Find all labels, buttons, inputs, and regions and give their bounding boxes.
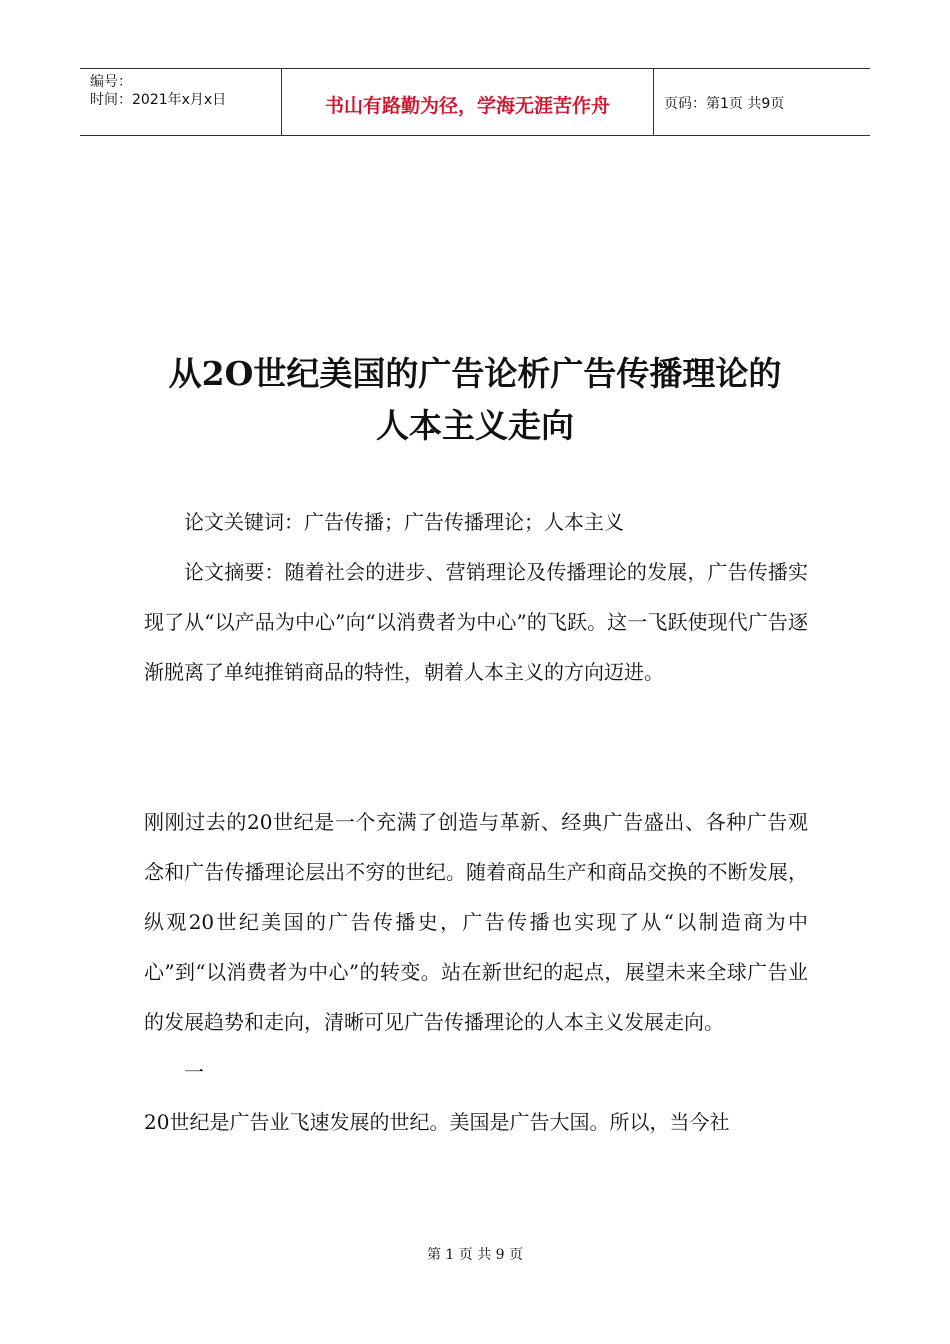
- document-time-label: 时间：2021年x月x日: [90, 92, 227, 108]
- body-paragraph-1: 刚刚过去的20世纪是一个充满了创造与革新、经典广告盛出、各种广告观念和广告传播理论层出不穷的世纪。随着商品生产和商品交换的不断发展，纵观20世纪美国的广告传播史，广告传播也实现了从“以制造商为中心”到“以消费者为中心”的转变。站在新世纪的起点，展望未来全球广告业的发展趋势和走向，清晰可见广告传播理论的人本主义发展走向。: [144, 810, 808, 1034]
- header-meta-cell: [80, 69, 282, 135]
- header-page-cell: [654, 69, 870, 135]
- header-page-info: 页码：第1页 共9页: [664, 96, 785, 112]
- document-title: [80, 348, 870, 452]
- header-motto: 书山有路勤为径，学海无涯苦作舟: [324, 94, 610, 117]
- footer-page-number: 第 1 页 共 9 页: [426, 1247, 524, 1263]
- header-motto-cell: [282, 69, 654, 135]
- abstract-paragraph: 论文摘要：随着社会的进步、营销理论及传播理论的发展，广告传播实现了从“以产品为中心”向“以消费者为中心”的飞跃。这一飞跃使现代广告逐渐脱离了单纯推销商品的特性，朝着人本主义的方向迈进。: [144, 560, 808, 684]
- section-heading-one: 一: [184, 1060, 204, 1084]
- keywords-paragraph: 论文关键词：广告传播；广告传播理论；人本主义: [184, 510, 624, 534]
- title-line-2: 人本主义走向: [376, 406, 574, 445]
- title-line-1: 从2O世纪美国的广告论析广告传播理论的: [168, 354, 782, 393]
- body-paragraph-2: 20世纪是广告业飞速发展的世纪。美国是广告大国。所以，当今社: [144, 1110, 730, 1134]
- document-id-label: 编号：: [90, 74, 132, 90]
- page-footer: [0, 1246, 950, 1264]
- main-body: [144, 797, 808, 1147]
- front-matter: [144, 497, 808, 697]
- header-table: [80, 68, 870, 136]
